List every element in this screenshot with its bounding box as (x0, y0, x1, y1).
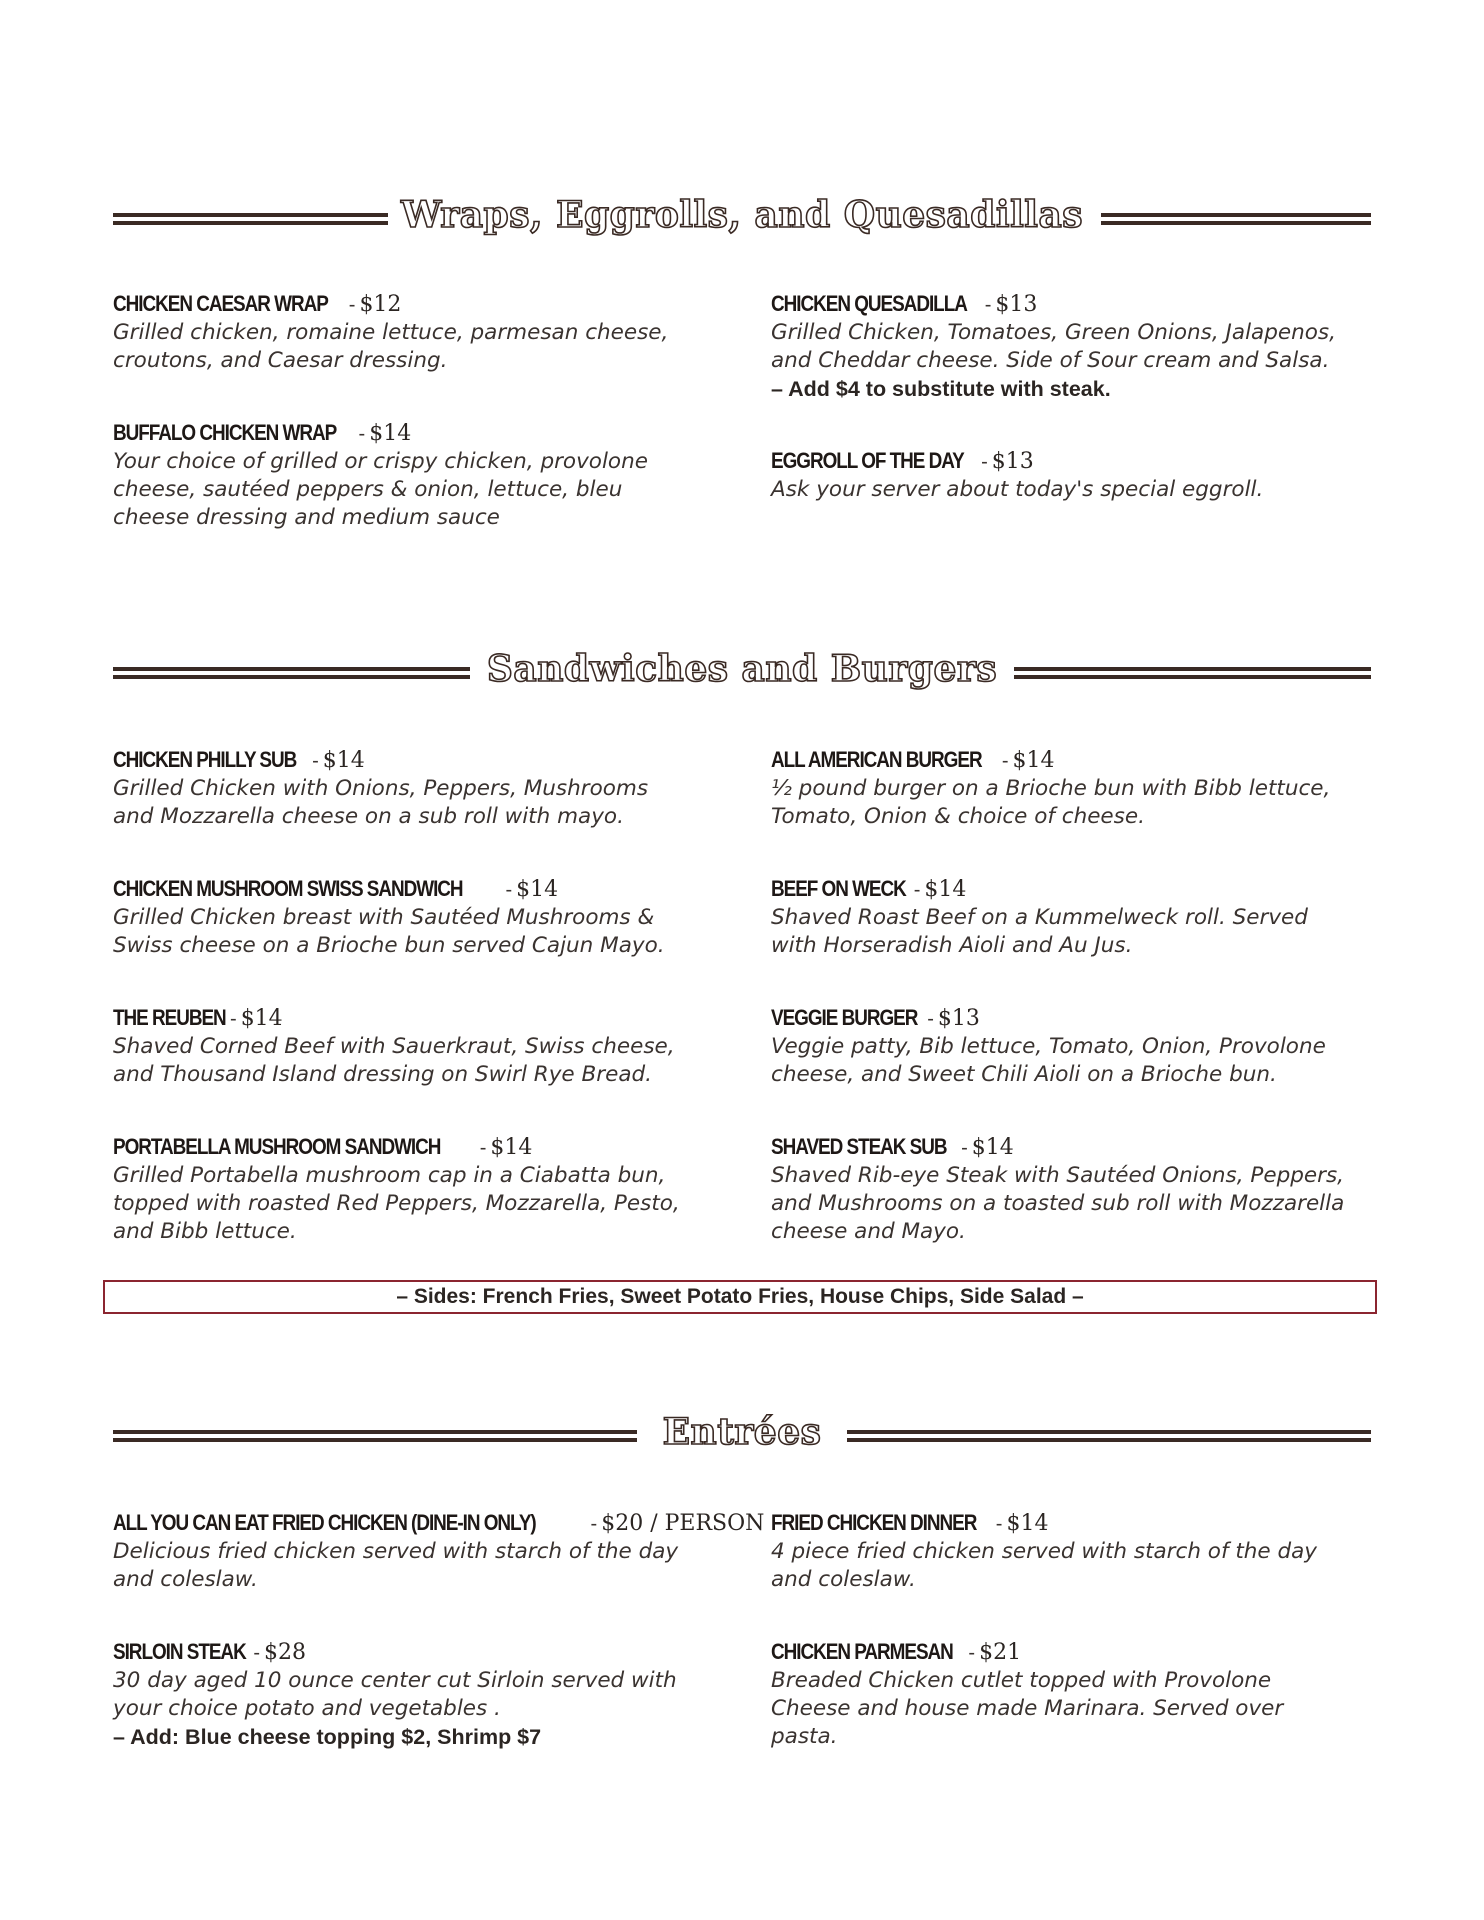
item-price: $14 (322, 748, 365, 773)
divider-right (1101, 213, 1371, 225)
menu-item-eggroll-of-the-day (771, 447, 1351, 504)
item-dash: - (479, 1137, 487, 1159)
item-dash: - (995, 1513, 1003, 1535)
menu-item-chicken-quesadilla (771, 290, 1351, 403)
item-dash: - (358, 423, 366, 445)
item-add-on-note: – Add: Blue cheese topping $2, Shrimp $7 (113, 1725, 542, 1749)
item-dash: - (312, 750, 319, 772)
section-title: Sandwiches and Burgers (486, 648, 998, 690)
item-name: CHICKEN PARMESAN (771, 1639, 953, 1664)
menu-item-the-reuben (113, 1004, 693, 1089)
item-dash: - (981, 451, 988, 473)
item-name: BEEF ON WECK (771, 876, 906, 901)
item-price: $14 (369, 421, 412, 446)
item-description: Grilled Chicken breast with Sautéed Mushrooms & Swiss cheese on a Brioche bun served Cajun Mayo. (113, 905, 665, 958)
item-price: $13 (991, 449, 1034, 474)
item-name: EGGROLL OF THE DAY (771, 448, 964, 473)
menu-item-beef-on-weck (771, 875, 1351, 960)
item-dash: - (913, 879, 921, 901)
item-price: $14 (1006, 1511, 1049, 1536)
menu-item-veggie-burger (771, 1004, 1351, 1089)
item-name: CHICKEN QUESADILLA (771, 291, 967, 316)
item-dash: - (984, 294, 992, 316)
item-dash: - (253, 1642, 260, 1664)
item-name: VEGGIE BURGER (771, 1005, 918, 1030)
section-title: Entrées (662, 1411, 822, 1453)
item-price: $14 (1012, 748, 1055, 773)
item-name: BUFFALO CHICKEN WRAP (113, 420, 337, 445)
menu-item-chicken-philly-sub (113, 746, 693, 831)
menu-item-fried-chicken-dinner (771, 1509, 1351, 1594)
item-price: $13 (937, 1006, 980, 1031)
item-name: SHAVED STEAK SUB (771, 1134, 947, 1159)
item-description: Grilled Portabella mushroom cap in a Ciabatta bun, topped with roasted Red Peppers, Mozzarella, Pesto, and Bibb lettuce. (113, 1163, 680, 1244)
section-header-sandwiches (113, 648, 1371, 702)
divider-right (847, 1430, 1371, 1442)
item-price: $14 (516, 877, 559, 902)
item-description: Shaved Rib-eye Steak with Sautéed Onions, Peppers, and Mushrooms on a toasted sub roll with Mozzarella cheese and Mayo. (771, 1163, 1345, 1244)
item-dash: - (590, 1513, 598, 1535)
item-description: Grilled Chicken, Tomatoes, Green Onions, Jalapenos, and Cheddar cheese. Side of Sour cream and Salsa. (771, 320, 1336, 373)
item-price: $13 (995, 292, 1038, 317)
menu-item-all-you-can-eat-fried-chicken (113, 1509, 765, 1594)
section-header-wraps (113, 194, 1371, 248)
menu-item-chicken-parmesan (771, 1638, 1351, 1751)
section-header-entrees (113, 1411, 1371, 1465)
menu-item-chicken-mushroom-swiss (113, 875, 693, 960)
item-price: $28 (263, 1640, 306, 1665)
menu-item-sirloin-steak (113, 1638, 693, 1751)
sides-box: – Sides: French Fries, Sweet Potato Fries, House Chips, Side Salad – (103, 1280, 1377, 1314)
item-dash: - (348, 294, 356, 316)
item-description: Ask your server about today's special eggroll. (771, 477, 1264, 502)
item-description: 30 day aged 10 ounce center cut Sirloin served with your choice potato and vegetables . (113, 1668, 677, 1721)
item-description: 4 piece fried chicken served with starch of the day and coleslaw. (771, 1539, 1318, 1592)
item-dash: - (968, 1642, 976, 1664)
item-name: CHICKEN PHILLY SUB (113, 747, 297, 772)
item-dash: - (230, 1008, 237, 1030)
item-dash: - (927, 1008, 934, 1030)
item-dash: - (961, 1137, 968, 1159)
item-name: FRIED CHICKEN DINNER (771, 1510, 977, 1535)
item-description: Delicious fried chicken served with starch of the day and coleslaw. (113, 1539, 679, 1592)
item-description: Breaded Chicken cutlet topped with Provolone Cheese and house made Marinara. Served over pasta. (771, 1668, 1284, 1749)
item-price: $14 (240, 1006, 283, 1031)
item-name: CHICKEN CAESAR WRAP (113, 291, 328, 316)
item-price: $21 (979, 1640, 1022, 1665)
menu-item-shaved-steak-sub (771, 1133, 1351, 1246)
item-name: ALL YOU CAN EAT FRIED CHICKEN (DINE-IN ONLY) (113, 1510, 536, 1535)
divider-right (1014, 667, 1371, 679)
item-price: $20 / PERSON (601, 1511, 765, 1536)
menu-item-buffalo-chicken-wrap (113, 419, 693, 532)
item-description: ½ pound burger on a Brioche bun with Bibb lettuce, Tomato, Onion & choice of cheese. (771, 776, 1331, 829)
item-price: $12 (359, 292, 402, 317)
item-name: THE REUBEN (113, 1005, 226, 1030)
menu-item-chicken-caesar-wrap (113, 290, 693, 375)
item-description: Shaved Roast Beef on a Kummelweck roll. Served with Horseradish Aioli and Au Jus. (771, 905, 1308, 958)
item-description: Grilled chicken, romaine lettuce, parmesan cheese, croutons, and Caesar dressing. (113, 320, 669, 373)
menu-item-portabella-mushroom-sandwich (113, 1133, 693, 1246)
item-price: $14 (924, 877, 967, 902)
section-title: Wraps, Eggrolls, and Quesadillas (400, 194, 1084, 236)
item-name: CHICKEN MUSHROOM SWISS SANDWICH (113, 876, 463, 901)
item-name: PORTABELLA MUSHROOM SANDWICH (113, 1134, 441, 1159)
item-description: Veggie patty, Bib lettuce, Tomato, Onion, Provolone cheese, and Sweet Chili Aioli on a Brioche bun. (771, 1034, 1326, 1087)
item-description: Your choice of grilled or crispy chicken, provolone cheese, sautéed peppers & onion, lettuce, bleu cheese dressing and medium sauce (113, 449, 648, 530)
item-price: $14 (971, 1135, 1014, 1160)
item-name: ALL AMERICAN BURGER (771, 747, 982, 772)
item-add-on-note: – Add $4 to substitute with steak. (771, 377, 1111, 401)
menu-item-all-american-burger (771, 746, 1351, 831)
item-description: Shaved Corned Beef with Sauerkraut, Swiss cheese, and Thousand Island dressing on Swirl Rye Bread. (113, 1034, 675, 1087)
item-description: Grilled Chicken with Onions, Peppers, Mushrooms and Mozzarella cheese on a sub roll with mayo. (113, 776, 649, 829)
item-price: $14 (490, 1135, 533, 1160)
item-name: SIRLOIN STEAK (113, 1639, 246, 1664)
item-dash: - (1001, 750, 1009, 772)
item-dash: - (505, 879, 513, 901)
